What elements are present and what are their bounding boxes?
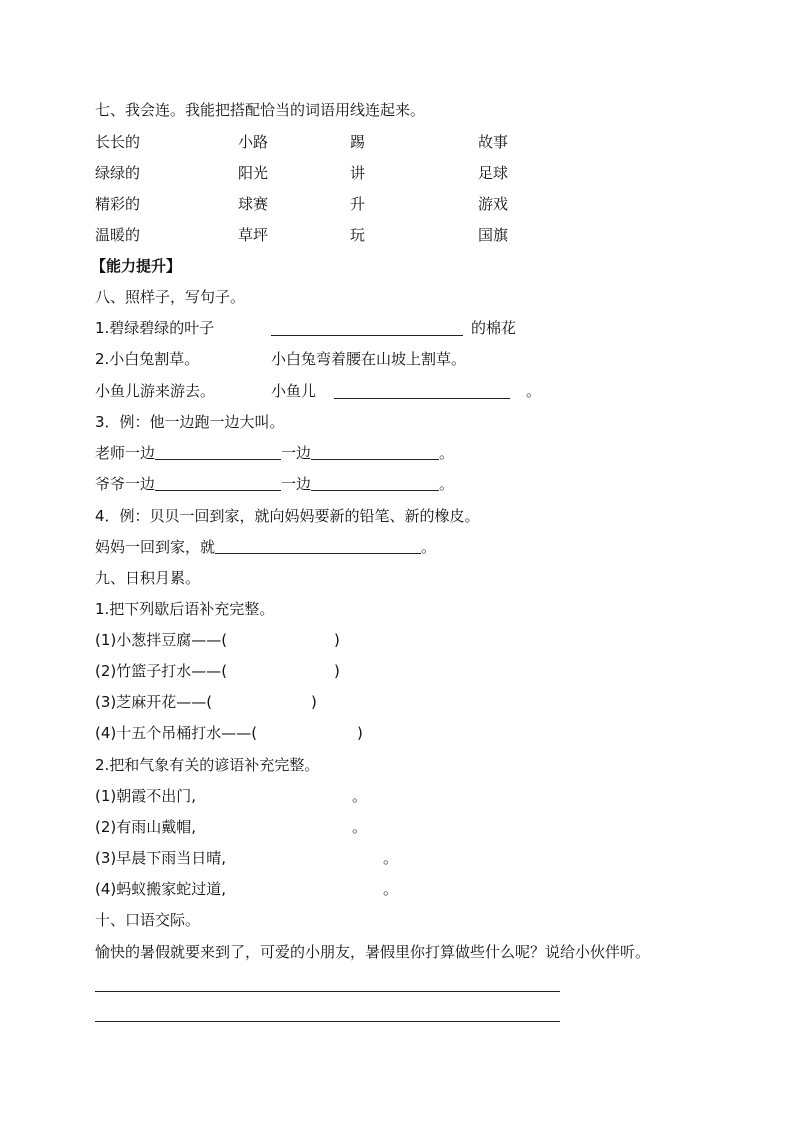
match-word: 小路 [238,133,269,151]
proverb-item: (3)早晨下雨当日晴, [95,849,227,867]
q2-right: 小白兔弯着腰在山坡上割草。 [271,350,467,368]
proverb-item: (1)朝霞不出门, [95,787,197,805]
match-word: 玩 [350,226,366,244]
q1-right: 的棉花 [471,319,517,337]
match-word: 长长的 [95,133,141,151]
section-9-title: 九、日积月累。 [95,569,201,587]
ability-heading: 【能力提升】 [91,257,182,275]
xiehouyu-close: ) [311,693,317,711]
match-word: 足球 [478,164,509,182]
match-word: 游戏 [478,195,509,213]
oral-prompt: 愉快的暑假就要来到了，可爱的小朋友，暑假里你打算做些什么呢？说给小伙伴听。 [95,943,651,961]
section-7-title: 七、我会连。我能把搭配恰当的词语用线连起来。 [95,101,426,119]
match-word: 温暖的 [95,226,141,244]
proverb-item: (2)有雨山戴帽, [95,818,197,836]
xiehouyu-close: ) [334,631,340,649]
xiehouyu-title: 1.把下列歇后语补充完整。 [95,600,275,618]
q3-b-yibian: 一边 [281,475,312,493]
q3-a-row [95,443,454,463]
q3-b-prefix: 爷爷一边 [95,475,156,493]
section-10-title: 十、口语交际。 [95,911,201,929]
match-word: 升 [350,195,366,213]
xiehouyu-item: (1)小葱拌豆腐——( [95,631,228,649]
q4-example: 4．例：贝贝一回到家，就向妈妈要新的铅笔、新的橡皮。 [95,507,480,525]
answer-line-2[interactable] [95,1021,560,1022]
q2b-answer-blank[interactable] [334,384,510,399]
q3-example: 3．例：他一边跑一边大叫。 [95,413,285,431]
q3-b-blank-2[interactable] [311,476,439,491]
answer-line-1[interactable] [95,991,560,992]
match-word: 绿绿的 [95,164,141,182]
q4-blank[interactable] [215,539,421,554]
q3-b-row [95,474,454,494]
proverb-end: 。 [352,818,368,836]
q2b-period: 。 [526,382,542,400]
q1-left: 1.碧绿碧绿的叶子 [95,319,215,337]
match-word: 草坪 [238,226,269,244]
xiehouyu-item: (2)竹篮子打水——( [95,662,228,680]
section-8-title: 八、照样子，写句子。 [95,288,246,306]
q3-a-yibian: 一边 [281,444,312,462]
match-word: 故事 [478,133,509,151]
xiehouyu-item: (3)芝麻开花——( [95,693,213,711]
match-word: 球赛 [238,195,269,213]
match-word: 踢 [350,133,366,151]
q4-prefix: 妈妈一回到家，就 [95,538,216,556]
match-word: 国旗 [478,226,509,244]
xiehouyu-close: ) [357,724,363,742]
q2-left: 2.小白兔割草。 [95,350,200,368]
q4-period: 。 [421,538,437,556]
proverb-end: 。 [352,787,368,805]
q4-row [95,537,436,557]
match-word: 精彩的 [95,195,141,213]
xiehouyu-close: ) [334,662,340,680]
proverb-end: 。 [383,880,399,898]
q3-a-prefix: 老师一边 [95,444,156,462]
q3-b-blank-1[interactable] [155,476,281,491]
proverb-end: 。 [383,849,399,867]
q1-answer-blank[interactable] [271,321,463,336]
q3-a-period: 。 [439,444,455,462]
q3-a-blank-1[interactable] [155,445,281,460]
q2b-left: 小鱼儿游来游去。 [95,382,216,400]
match-word: 讲 [350,164,366,182]
proverb-item: (4)蚂蚁搬家蛇过道, [95,880,227,898]
q3-b-period: 。 [439,475,455,493]
q3-a-blank-2[interactable] [311,445,439,460]
match-word: 阳光 [238,164,269,182]
xiehouyu-item: (4)十五个吊桶打水——( [95,724,258,742]
proverb-title: 2.把和气象有关的谚语补充完整。 [95,756,320,774]
q2b-mid: 小鱼儿 [271,382,317,400]
